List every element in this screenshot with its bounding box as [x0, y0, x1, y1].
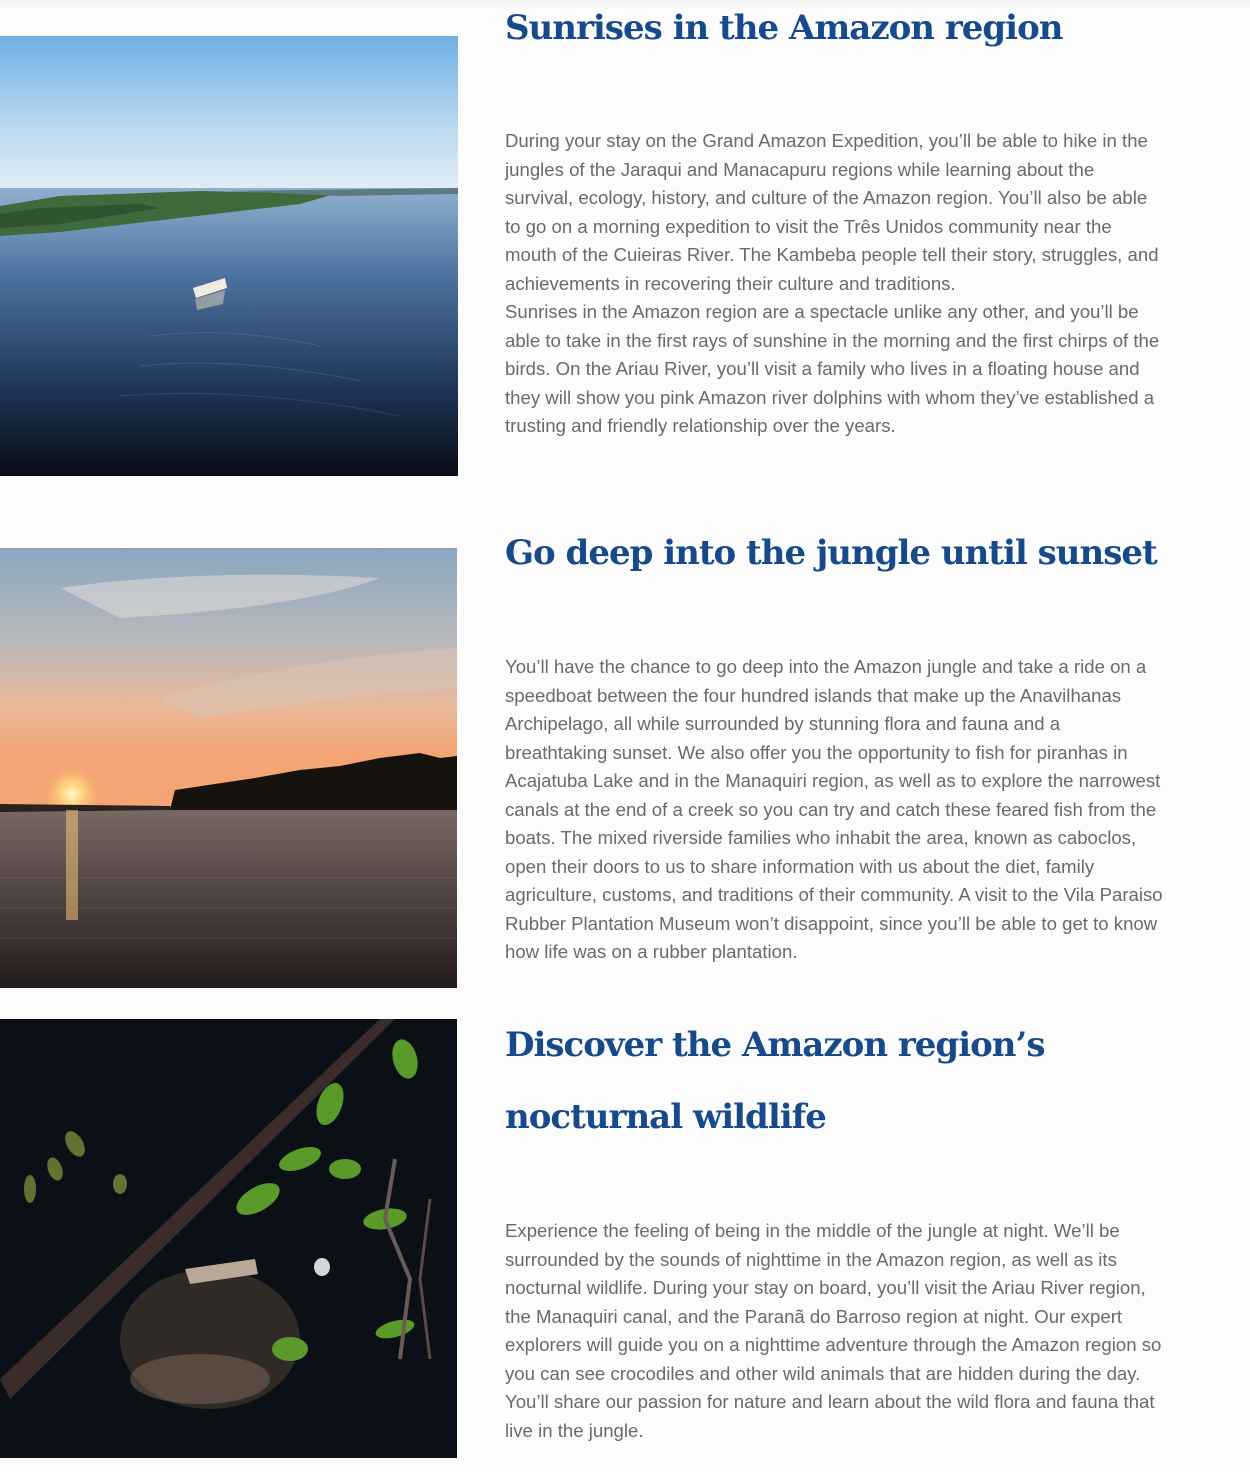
section-title: Sunrises in the Amazon region [505, 8, 1063, 48]
section-title: Discover the Amazon region’s nocturnal wildlife [505, 1025, 1045, 1137]
nocturnal-caiman-photo [0, 1019, 457, 1458]
paragraph: Experience the feeling of being in the middle of the jungle at night. We’ll be surrounded by the sounds of nighttime in the Amazon region, as well as its nocturnal wildlife. During your stay on board, you’ll visit the Ariau River region, the Manaquiri canal, and the Paranã do Barroso region at night. Our expert explorers will guide you on a nighttime adventure through the Amazon region so you can see crocodiles and other wild animals that are hidden during the day. You’ll share our passion for nature and learn about the wild flora and fauna that live in the jungle. [505, 1220, 1162, 1441]
section-body [505, 1217, 1165, 1445]
section-body [505, 653, 1165, 967]
paragraph: Sunrises in the Amazon region are a spectacle unlike any other, and you’ll be able to take in the first rays of sunshine in the morning and the first chirps of the birds. On the Ariau River, you’ll visit a family who lives in a floating house and they will show you pink Amazon river dolphins with whom they’ve established a trusting and friendly relationship over the years. [505, 301, 1160, 437]
river-sunset-photo [0, 548, 457, 988]
section-title: Go deep into the jungle until sunset [505, 533, 1157, 573]
river-cruise-ship-photo [0, 36, 458, 476]
section-body [505, 127, 1165, 441]
paragraph: During your stay on the Grand Amazon Expedition, you’ll be able to hike in the jungles of the Jaraqui and Manacapuru regions while learning about the survival, ecology, history, and culture of the Amazon region. You’ll also be able to go on a morning expedition to visit the Três Unidos community near the mouth of the Cuieiras River. The Kambeba people tell their story, struggles, and achievements in recovering their culture and traditions. [505, 130, 1159, 294]
paragraph: You’ll have the chance to go deep into the Amazon jungle and take a ride on a speedboat between the four hundred islands that make up the Anavilhanas Archipelago, all while surrounded by stunning flora and fauna and a breathtaking sunset. We also offer you the opportunity to fish for piranhas in Acajatuba Lake and in the Manaquiri region, as well as to explore the narrowest canals at the end of a creek so you can try and catch these feared fish from the boats. The mixed riverside families who inhabit the area, known as caboclos, open their doors to us to share information with us about the diet, family agriculture, customs, and traditions of their community. A visit to the Vila Paraiso Rubber Plantation Museum won’t disappoint, since you’ll be able to get to know how life was on a rubber plantation. [505, 656, 1163, 963]
